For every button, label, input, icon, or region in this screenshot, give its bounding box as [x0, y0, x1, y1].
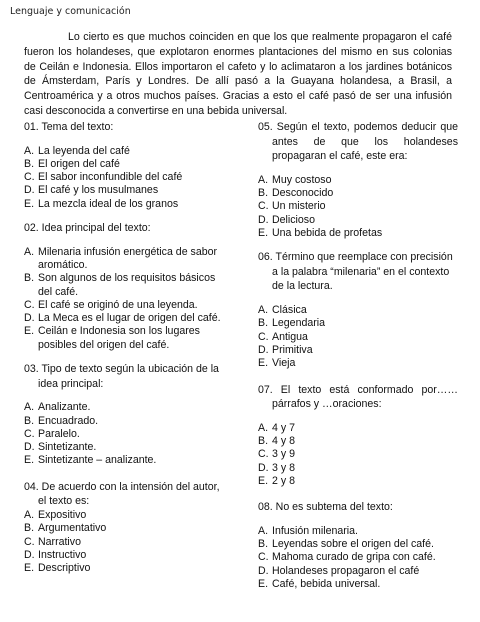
- option-a[interactable]: A. Muy costoso: [258, 173, 332, 186]
- option-a[interactable]: A. Expositivo: [24, 508, 87, 521]
- option-e[interactable]: E. 2 y 8: [258, 474, 295, 487]
- option-c[interactable]: C. 3 y 9: [258, 448, 295, 461]
- option-b[interactable]: B. Encuadrado.: [24, 414, 99, 427]
- option-a[interactable]: A. Milenaria infusión energética de sabor aromático.: [24, 245, 218, 271]
- option-c[interactable]: C. Narrativo: [24, 535, 81, 548]
- question-06: [258, 250, 458, 370]
- option-d[interactable]: D. Instructivo: [24, 548, 87, 561]
- option-c[interactable]: C. Paralelo.: [24, 427, 80, 440]
- option-d[interactable]: D. El café y los musulmanes: [24, 184, 159, 197]
- options-list: [258, 304, 458, 370]
- option-e[interactable]: E. Vieja: [258, 357, 296, 370]
- question-04: [24, 480, 224, 576]
- option-a[interactable]: A. Analizante.: [24, 401, 91, 414]
- option-a[interactable]: A. Infusión milenaria.: [258, 524, 358, 537]
- option-e[interactable]: E. Ceilán e Indonesia son los lugares posibles del origen del café.: [24, 325, 200, 351]
- options-list: [24, 401, 224, 467]
- question-stem: 05. Según el texto, podemos deducir que antes de que los holandeses propagaran el café, este era:: [258, 121, 458, 163]
- question-stem: 06. Término que reemplace con precisión a la palabra “milenaria” en el contexto de la lectura.: [258, 251, 453, 293]
- option-b[interactable]: B. Legendaria: [258, 317, 326, 330]
- question-stem: 01. Tema del texto:: [24, 121, 114, 133]
- question-stem: 04. De acuerdo con la intensión del autor, el texto es:: [24, 480, 220, 508]
- option-d[interactable]: D. 3 y 8: [258, 461, 295, 474]
- option-e[interactable]: E. La mezcla ideal de los granos: [24, 197, 179, 210]
- option-d[interactable]: D. Sintetizante.: [24, 441, 97, 454]
- question-02: [24, 221, 224, 352]
- option-c[interactable]: C. Antigua: [258, 330, 308, 343]
- options-list: [258, 422, 458, 488]
- option-d[interactable]: D. La Meca es el lugar de origen del café.: [24, 312, 221, 325]
- right-question-column: [258, 120, 458, 591]
- option-c[interactable]: C. Un misterio: [258, 200, 326, 213]
- option-e[interactable]: E. Una bebida de profetas: [258, 226, 383, 239]
- option-c[interactable]: C. Mahoma curado de gripa con café.: [258, 551, 436, 564]
- question-03: [24, 362, 224, 468]
- option-b[interactable]: B. 4 y 8: [258, 435, 295, 448]
- question-stem: 08. No es subtema del texto:: [258, 501, 393, 514]
- question-08: [258, 500, 458, 591]
- question-05: [258, 120, 458, 240]
- option-c[interactable]: C. El café se originó de una leyenda.: [24, 298, 198, 311]
- question-07: [258, 383, 458, 489]
- option-b[interactable]: B. Desconocido: [258, 187, 334, 200]
- page-header: Lenguaje y comunicación: [10, 6, 131, 17]
- option-b[interactable]: B. El origen del café: [24, 157, 120, 170]
- option-e[interactable]: E. Café, bebida universal.: [258, 577, 381, 590]
- option-d[interactable]: D. Holandeses propagaron el café: [258, 564, 420, 577]
- option-d[interactable]: D. Primitiva: [258, 343, 313, 356]
- option-a[interactable]: A. 4 y 7: [258, 421, 295, 434]
- option-e[interactable]: E. Descriptivo: [24, 562, 91, 575]
- question-01: [24, 120, 224, 211]
- options-list: [24, 145, 224, 211]
- options-list: [258, 174, 458, 240]
- question-stem: 02. Idea principal del texto:: [24, 222, 151, 235]
- left-question-column: [24, 120, 224, 575]
- option-b[interactable]: B. Argumentativo: [24, 522, 107, 535]
- option-b[interactable]: B. Leyendas sobre el origen del café.: [258, 538, 434, 551]
- options-list: [258, 525, 458, 591]
- question-stem: 07. El texto está conformado por……párrafos y …oraciones:: [258, 383, 458, 411]
- option-d[interactable]: D. Delicioso: [258, 213, 315, 226]
- option-c[interactable]: C. El sabor inconfundible del café: [24, 171, 183, 184]
- option-e[interactable]: E. Sintetizante – analizante.: [24, 454, 157, 467]
- option-a[interactable]: A. Clásica: [258, 304, 307, 317]
- option-a[interactable]: A. La leyenda del café: [24, 144, 130, 157]
- options-list: [24, 509, 224, 575]
- question-stem: 03. Tipo de texto según la ubicación de la idea principal:: [24, 363, 219, 390]
- reading-passage: Lo cierto es que muchos coinciden en que los que realmente propagaron el café fueron los holandeses, que explotaron enormes plantaciones del mismo en sus colonias de Ceilán e Indonesia. Ellos importaron el cafeto y lo aclimataron a los jardines botánicos de Ámsterdam, París y Londres. De allí pasó a la Guayana holandesa, a Brasil, a Centroamérica y a otros muchos países. Gracias a esto el café pasó de ser una infusión casi desconocida a convertirse en una bebida universal.: [24, 31, 452, 117]
- option-b[interactable]: B. Son algunos de los requisitos básicos del café.: [24, 272, 216, 298]
- options-list: [24, 246, 224, 352]
